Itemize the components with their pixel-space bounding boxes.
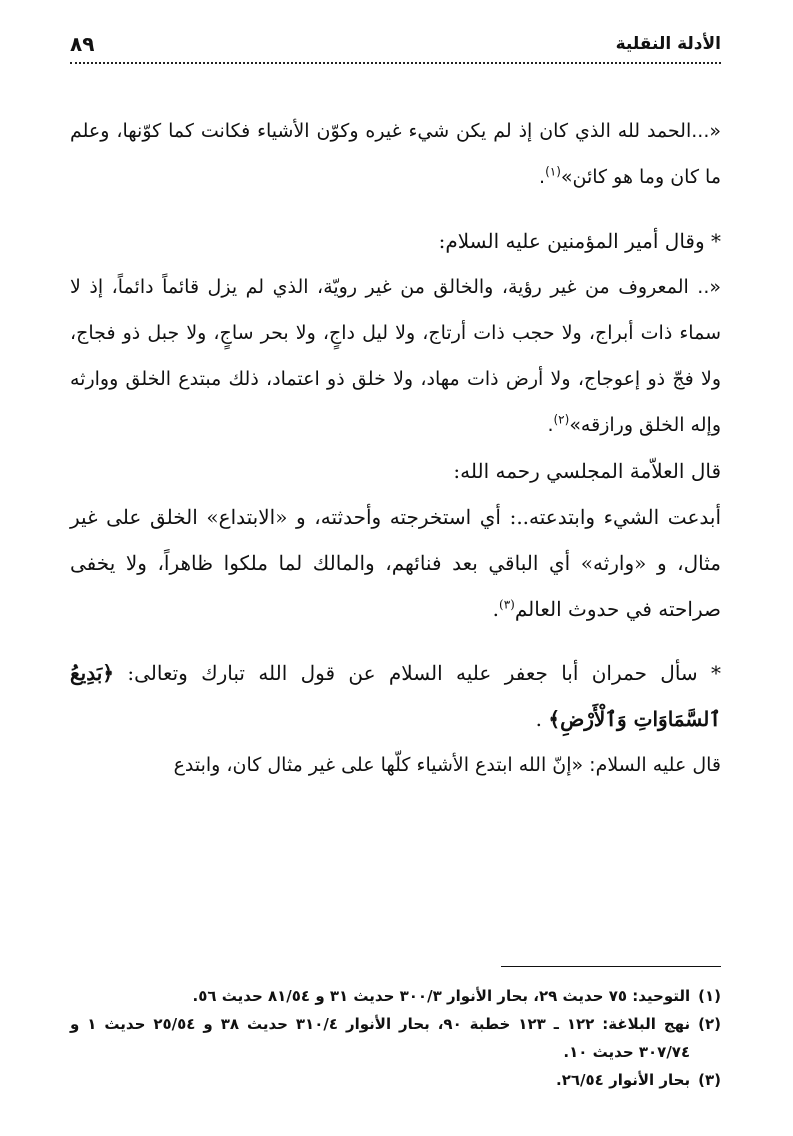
footnote-number: (١) bbox=[698, 987, 721, 1005]
footnote-ref-2[interactable]: (٢) bbox=[553, 412, 570, 427]
quran-verse: ﴿بَدِيعُ ٱلسَّمَاوَاتِ وَٱلْأَرْضِ﴾ bbox=[70, 661, 721, 731]
paragraph-majlisi-intro: قال العلاّمة المجلسي رحمه الله: bbox=[453, 459, 721, 483]
paragraph-hadith-1: «...الحمد لله الذي كان إذ لم يكن شيء غيره وكوّن الأشياء فكانت كما كوّنها، وعلم ما كان وما هو كائن»$^{(١)}$. bbox=[70, 120, 721, 188]
footnotes bbox=[70, 982, 721, 1094]
footnote-2 bbox=[70, 1010, 721, 1066]
running-title: الأدلة النقلية bbox=[610, 34, 721, 54]
footnote-number: (٢) bbox=[698, 1015, 721, 1033]
paragraph-humran-question: * سأل حمران أبا جعفر عليه السلام عن قول الله تبارك وتعالى: ﴿بَدِيعُ ٱلسَّمَاوَاتِ وَٱلْأَرْضِ﴾ . bbox=[70, 661, 722, 731]
page-number: ٨٩ bbox=[70, 32, 100, 56]
footnote-separator bbox=[501, 966, 721, 967]
footnote-text: نهج البلاغة: ١٢٢ ـ ١٢٣ خطبة ٩٠، بحار الأنوار ٣١٠/٤ حديث ٣٨ و ٢٥/٥٤ حديث ١ و ٣٠٧/٧٤ حديث ١٠. bbox=[70, 1015, 691, 1061]
paragraph-majlisi-commentary: أبدعت الشيء وابتدعته..: أي استخرجته وأحدثته، و «الابتداع» الخلق على غير مثال، و «وارثه» أي الباقي بعد فنائهم، والمالك لما ملكوا ظاهراً، ولا يخفى صراحته في حدوث العالم$^{(٣)}$. bbox=[70, 505, 721, 621]
page-body bbox=[70, 108, 721, 788]
paragraph-hadith-2: «.. المعروف من غير رؤية، والخالق من غير رويّة، الذي لم يزل قائماً دائماً، إذ لا سماء ذات أبراج، ولا حجب ذات أرتاج، ولا ليل داجٍ، ولا بحر ساجٍ، ولا جبل ذو فجاج، ولا فجّ ذو إعوجاج، ولا أرض ذات مهاد، ولا خلق ذو اعتماد، ذلك مبتدع الخلق ووارثه وإله الخلق ورازقه»$^{(٢)}$. bbox=[70, 276, 721, 436]
paragraph-amir-intro: * وقال أمير المؤمنين عليه السلام: bbox=[438, 229, 721, 253]
footnote-3 bbox=[70, 1066, 721, 1094]
footnote-text: بحار الأنوار ٢٦/٥٤. bbox=[556, 1071, 691, 1089]
paragraph-imam-answer: قال عليه السلام: «إنّ الله ابتدع الأشياء كلّها على غير مثال كان، وابتدع bbox=[173, 754, 721, 776]
book-page bbox=[70, 30, 721, 1116]
footnote-text: التوحيد: ٧٥ حديث ٢٩، بحار الأنوار ٣٠٠/٣ حديث ٣١ و ٨١/٥٤ حديث ٥٦. bbox=[192, 987, 691, 1005]
footnote-ref-1[interactable]: (١) bbox=[545, 164, 561, 179]
footnote-1 bbox=[70, 982, 721, 1010]
footnote-ref-3[interactable]: (٣) bbox=[499, 597, 515, 612]
footnote-number: (٣) bbox=[698, 1071, 721, 1089]
page-header bbox=[70, 30, 721, 64]
